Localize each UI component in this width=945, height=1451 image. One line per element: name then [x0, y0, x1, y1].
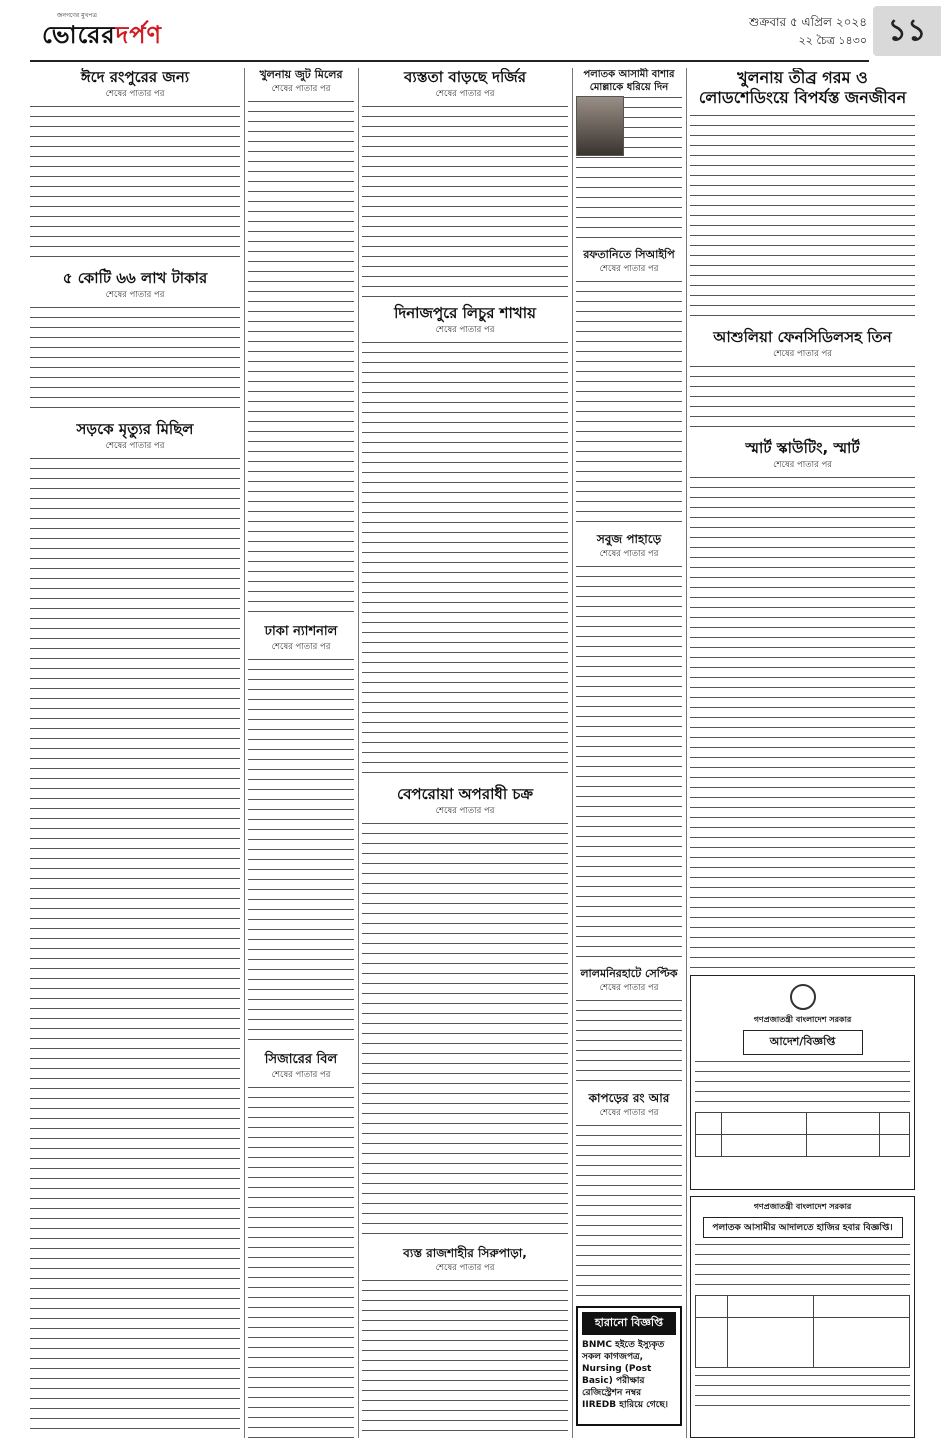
lost-notice-ad — [576, 1306, 682, 1426]
article-body — [248, 656, 354, 1046]
article-body — [248, 98, 354, 618]
article-body — [576, 997, 682, 1087]
column-divider — [244, 68, 245, 1438]
article-jump-note: শেষের পাতার পর — [599, 549, 659, 559]
article-jump-note: শেষের পাতার পর — [271, 84, 331, 94]
newspaper-logo — [42, 17, 162, 57]
article-headline: দিনাজপুরে লিচুর শাখায় — [394, 304, 536, 322]
suspect-photo — [576, 96, 624, 156]
column-divider — [572, 68, 573, 1438]
article-jump-note: শেষের পাতার পর — [435, 1263, 495, 1273]
masthead-tagline: জনগণের মুখপত্র — [57, 12, 97, 19]
column-left — [30, 68, 240, 1438]
article-headline: ঈদে রংপুরের জন্য — [80, 68, 190, 86]
article-headline: সড়কে মৃত্যুর মিছিল — [76, 420, 194, 438]
notice-signature — [695, 1372, 910, 1412]
article-body — [30, 103, 240, 263]
article-jump-note: শেষের পাতার পর — [435, 806, 495, 816]
column-divider — [358, 68, 359, 1438]
article-body — [30, 304, 240, 414]
article-body — [362, 1277, 568, 1438]
article-headline: ব্যস্ত রাজশাহীর সিরুপাড়া, — [403, 1246, 527, 1260]
article-jump-note: শেষের পাতার পর — [271, 1070, 331, 1080]
article-headline: ঢাকা ন্যাশনাল — [264, 624, 338, 639]
article-jump-note: শেষের পাতার পর — [271, 642, 331, 652]
column-2 — [248, 68, 354, 1438]
article-headline: রফতানিতে সিআইপি — [583, 248, 675, 261]
article-body — [30, 455, 240, 1438]
column-divider — [686, 68, 687, 1438]
article-body — [248, 1084, 354, 1438]
article-headline: কাপড়ের রং আর — [588, 1091, 670, 1105]
article-jump-note: শেষের পাতার পর — [599, 983, 659, 993]
lead-headline: খুলনায় তীব্র গরম ও লোডশেডিংয়ে বিপর্যস্ত জনজীবন — [698, 68, 907, 107]
article-headline: বেপরোয়া অপরাধী চক্র — [397, 785, 533, 803]
notice-box-title: আদেশ/বিজ্ঞপ্তি — [743, 1030, 863, 1055]
court-notice — [690, 975, 915, 1190]
article-headline: ব্যস্ততা বাড়ছে দর্জির — [404, 68, 526, 86]
article-headline: খুলনায় জুট মিলের — [259, 68, 343, 81]
absconding-accused-notice — [690, 1196, 915, 1438]
article-body — [576, 1122, 682, 1302]
notice-table — [695, 1112, 910, 1157]
article-body — [576, 278, 682, 528]
article-headline: ৫ কোটি ৬৬ লাখ টাকার — [62, 269, 208, 287]
article-headline: স্মার্ট স্কাউটিং, স্মার্ট — [745, 439, 860, 457]
logo-part-1: ভোরের — [42, 21, 116, 49]
lost-notice-title: হারানো বিজ্ঞপ্তি — [582, 1312, 676, 1335]
article-jump-note: শেষের পাতার পর — [105, 441, 165, 451]
column-4 — [576, 68, 682, 1438]
notice-header: গণপ্রজাতন্ত্রী বাংলাদেশ সরকার — [753, 1202, 852, 1211]
article-headline: সিজারের বিল — [264, 1052, 338, 1067]
lost-notice-text: BNMC হইতে ইস্যুকৃত সকল কাগজপত্র, Nursing (Post Basic) পরীক্ষার রেজিস্ট্রেশন নম্বর IIREDB হারিয়ে গেছে। — [582, 1340, 668, 1410]
article-jump-note: শেষের পাতার পর — [435, 89, 495, 99]
article-body — [576, 563, 682, 963]
article-headline: লালমনিরহাটে সেপ্টিক — [580, 967, 678, 980]
notice-box-title: পলাতক আসামীর আদালতে হাজির হবার বিজ্ঞপ্তি। — [703, 1217, 903, 1238]
article-jump-note: শেষের পাতার পর — [773, 460, 832, 470]
article-body — [690, 474, 915, 968]
article-jump-note: শেষের পাতার পর — [105, 290, 165, 300]
government-seal-icon — [790, 984, 816, 1010]
article-headline: পলাতক আসামী বাশার মোল্লাকে ধরিয়ে দিন — [583, 69, 675, 93]
article-body — [690, 112, 915, 322]
notice-header: গণপ্রজাতন্ত্রী বাংলাদেশ সরকার — [753, 1015, 852, 1024]
article-jump-note: শেষের পাতার পর — [773, 349, 832, 359]
column-middle — [362, 68, 568, 1438]
issue-date: শুক্রবার ৫ এপ্রিল ২০২৪ — [748, 15, 867, 29]
notice-body — [695, 1241, 910, 1291]
notice-table — [695, 1295, 910, 1368]
article-headline: আশুলিয়া ফেনসিডিলসহ তিন — [713, 328, 892, 346]
masthead — [0, 0, 945, 62]
article-jump-note: শেষের পাতার পর — [599, 264, 659, 274]
article-jump-note: শেষের পাতার পর — [435, 325, 495, 335]
masthead-rule — [30, 60, 869, 62]
article-body — [362, 339, 568, 779]
article-jump-note: শেষের পাতার পর — [599, 1108, 659, 1118]
article-headline: সবুজ পাহাড়ে — [596, 532, 662, 546]
logo-part-2: দর্পণ — [115, 21, 163, 49]
article-body — [690, 363, 915, 433]
page-number: ১১ — [873, 6, 941, 56]
article-body — [362, 103, 568, 298]
column-right — [690, 68, 915, 968]
article-body — [362, 820, 568, 1240]
article-jump-note: শেষের পাতার পর — [105, 89, 165, 99]
issue-date-bangla: ২২ চৈত্র ১৪৩০ — [798, 34, 867, 47]
notice-body — [695, 1058, 910, 1108]
